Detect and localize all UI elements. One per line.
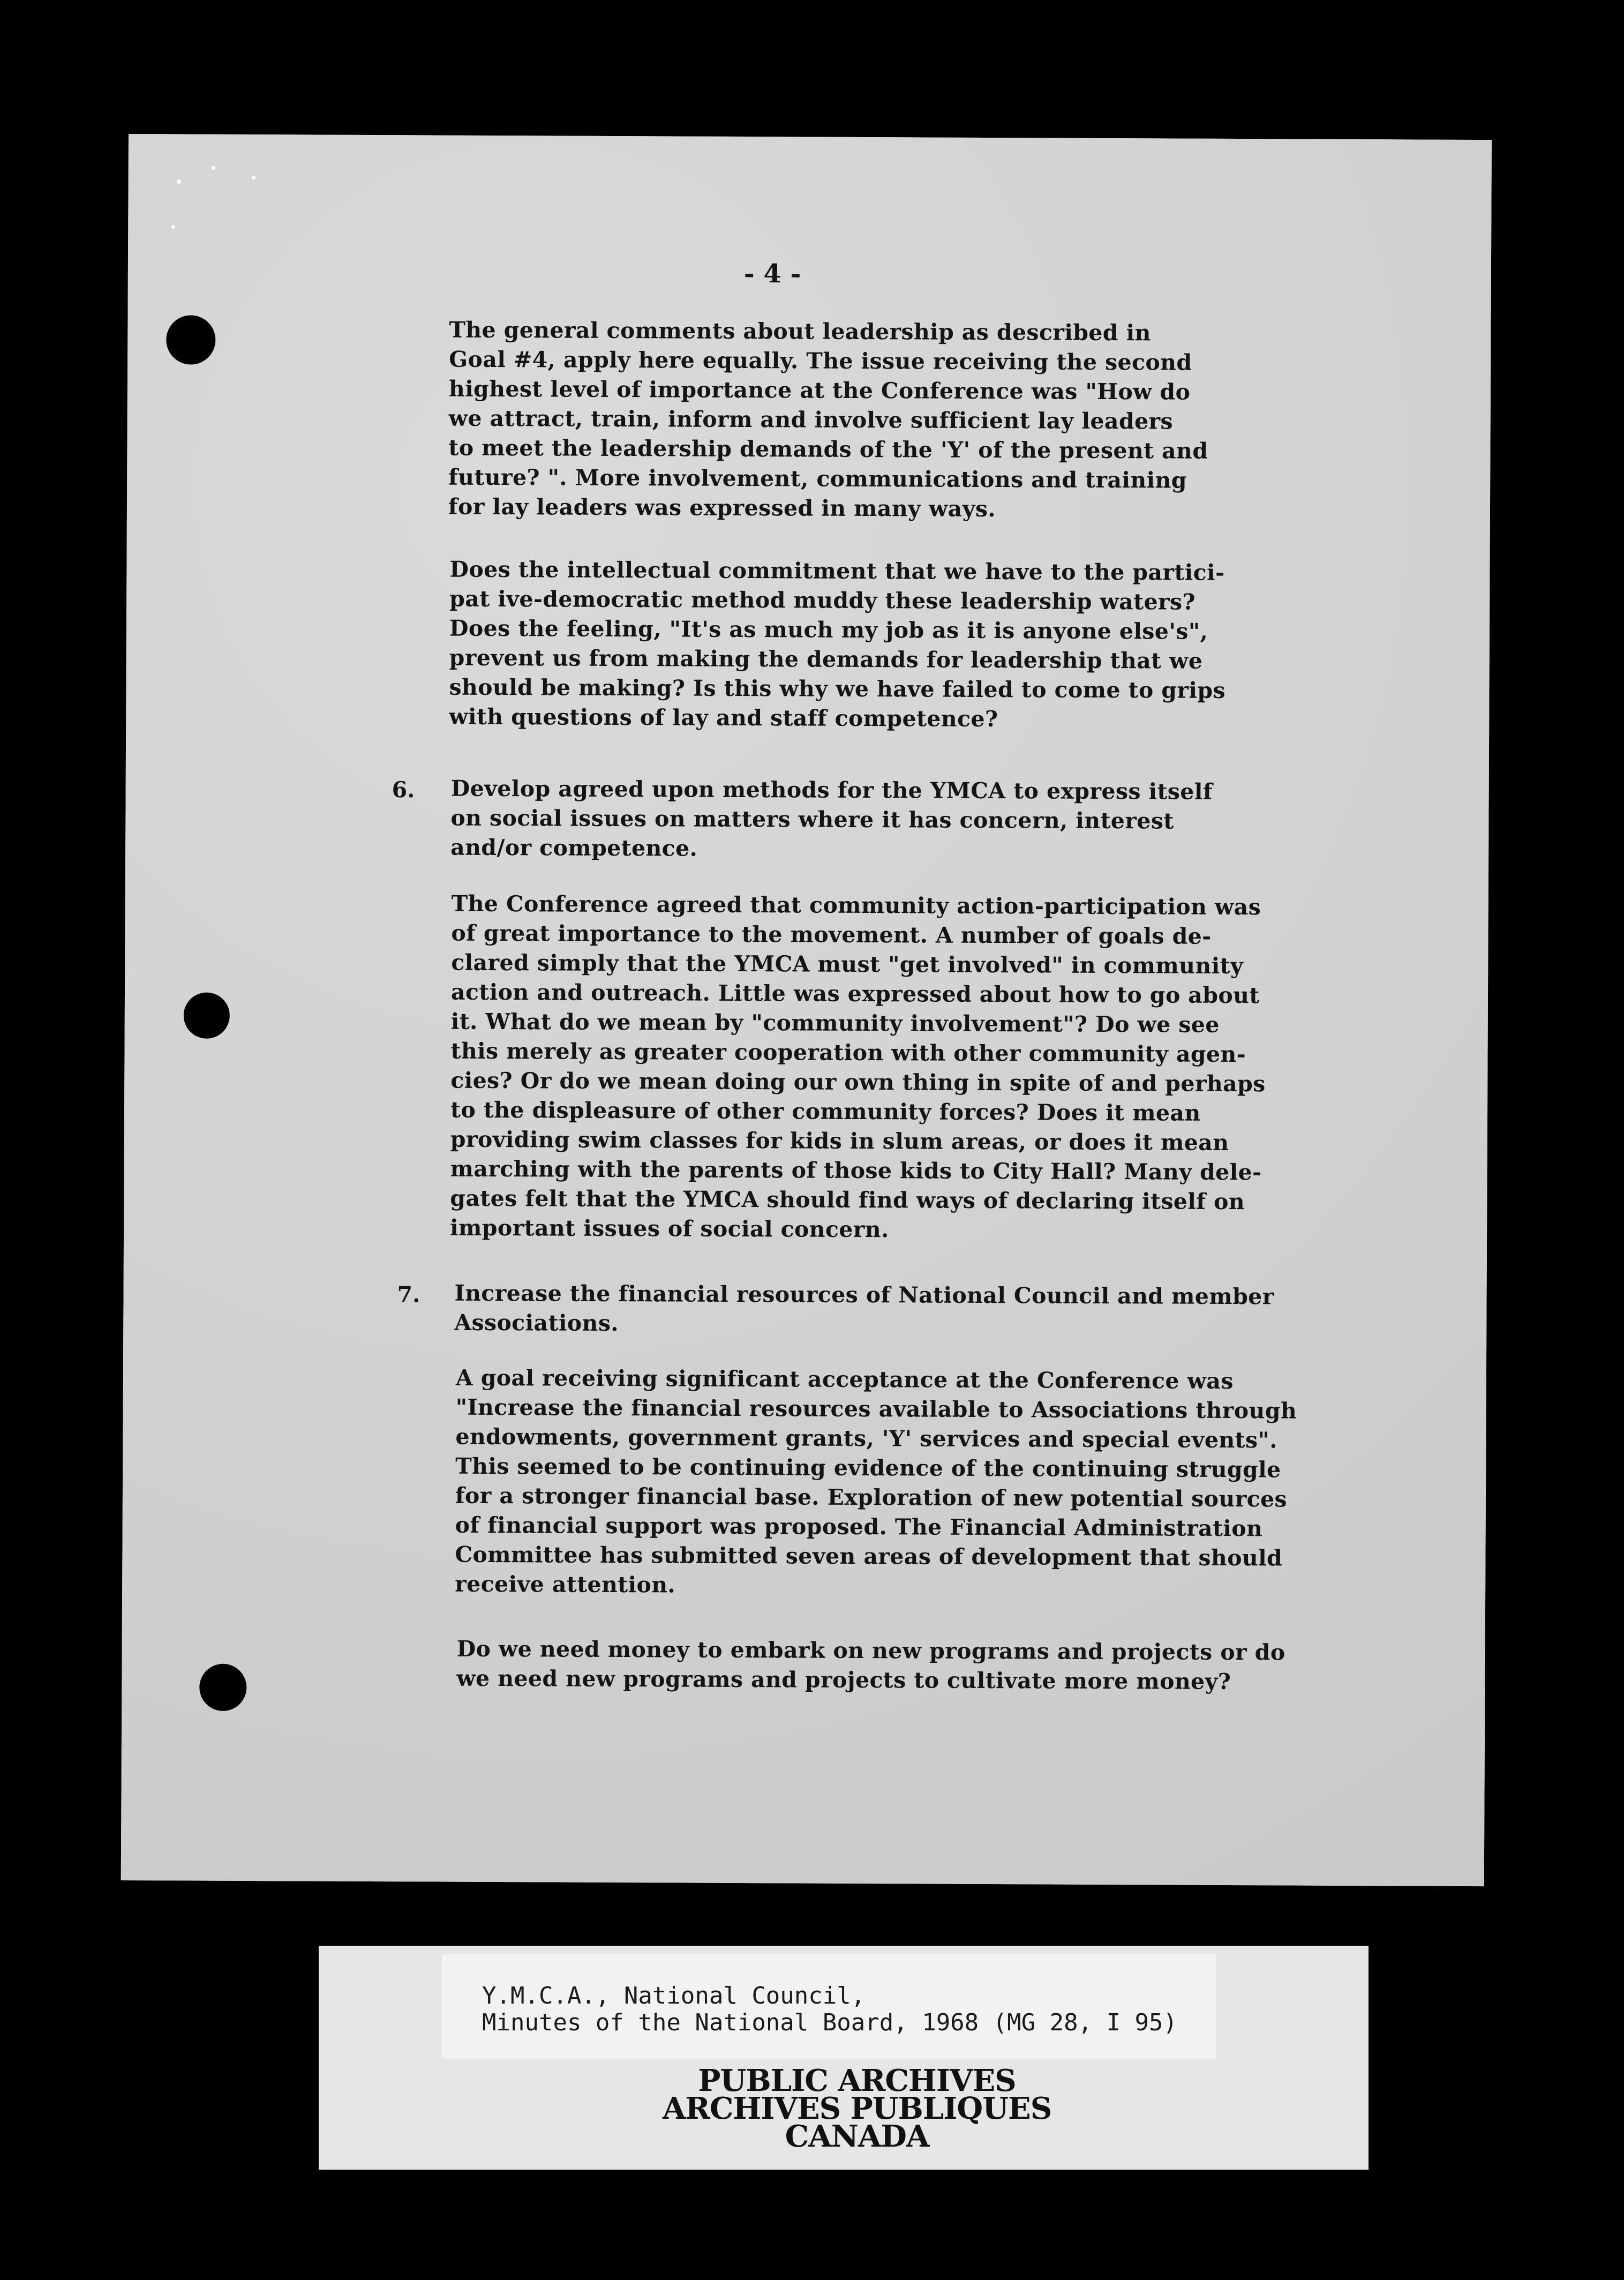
stamp-line: CANADA [785,2119,929,2154]
archive-reference-line-2: Minutes of the National Board, 1968 (MG 28, I 95) [482,2009,1178,2036]
text-line: highest level of importance at the Conference was "How do [448,376,1191,405]
text-line: Develop agreed upon methods for the YMCA to express itself [450,775,1213,805]
text-line: it. What do we mean by "community involvement"? Do we see [450,1008,1220,1038]
text-line: receive attention. [455,1571,676,1598]
text-line: of financial support was proposed. The Financial Administration [455,1512,1263,1542]
text-line: and/or competence. [450,834,698,861]
text-line: important issues of social concern. [449,1214,889,1243]
item-6-body [450,889,1266,1247]
item-number-7: 7. [397,1281,420,1308]
text-line: future? ". More involvement, communications and training [448,464,1187,493]
text-line: marching with the parents of those kids to City Hall? Many dele- [450,1156,1262,1186]
punch-hole [184,992,230,1038]
archive-stamp [589,2063,1125,2154]
text-line: providing swim classes for kids in slum areas, or does it mean [450,1126,1229,1156]
text-line: Increase the financial resources of National Council and member [454,1280,1274,1310]
text-line: with questions of lay and staff competence? [449,703,998,732]
text-line: to the displeasure of other community forces? Does it mean [450,1097,1201,1126]
film-speck [252,176,255,179]
text-line: we need new programs and projects to cultivate more money? [456,1665,1231,1695]
text-line: of great importance to the movement. A number of goals de- [451,920,1212,949]
item-7-closing-question [456,1634,1285,1697]
stamp-line: ARCHIVES PUBLIQUES [662,2091,1052,2126]
text-line: The Conference agreed that community action-participation was [451,890,1261,920]
punch-hole [199,1664,246,1711]
text-line: to meet the leadership demands of the 'Y' of the present and [448,434,1208,464]
film-speck [171,225,175,229]
text-line: Do we need money to embark on new programs and projects or do [456,1636,1285,1666]
text-line: should be making? Is this why we have failed to come to grips [449,674,1226,703]
page-number: - 4 - [743,259,801,289]
archive-reference-line-1: Y.M.C.A., National Council, [482,1982,866,2009]
text-line: Goal #4, apply here equally. The issue receiving the second [449,346,1192,376]
text-line: This seemed to be continuing evidence of the continuing struggle [455,1453,1281,1483]
text-line: endowments, government grants, 'Y' services and special events". [455,1423,1277,1453]
text-line: prevent us from making the demands for leadership that we [449,644,1203,674]
text-line: this merely as greater cooperation with other community agen- [450,1038,1246,1068]
text-line: clared simply that the YMCA must "get involved" in community [451,949,1244,979]
text-line: on social issues on matters where it has concern, interest [450,805,1174,834]
text-line: Associations. [454,1309,619,1337]
stamp-line: PUBLIC ARCHIVES [698,2063,1016,2098]
item-7-body [455,1363,1297,1603]
text-line: pat ive-democratic method muddy these leadership waters? [449,586,1196,615]
text-line: gates felt that the YMCA should find ways of declaring itself on [450,1185,1245,1215]
item-7-heading [454,1279,1274,1341]
paragraph-intellectual-commitment [449,555,1226,735]
text-line: Does the feeling, "It's as much my job as it is anyone else's", [449,615,1208,644]
text-line: The general comments about leadership as described in [449,317,1151,346]
text-line: for a stronger financial base. Exploration of new potential sources [455,1482,1288,1512]
text-line: A goal receiving significant acceptance at the Conference was [455,1364,1234,1394]
text-line: for lay leaders was expressed in many ways. [448,493,996,522]
film-speck [212,166,215,170]
film-speck [177,179,181,184]
text-line: action and outreach. Little was expressed about how to go about [450,979,1260,1009]
text-line: Does the intellectual commitment that we have to the partici- [449,556,1225,586]
document-page [121,134,1492,1886]
paragraph-leadership-comments [448,316,1209,525]
text-line: cies? Or do we mean doing our own thing in spite of and perhaps [450,1067,1266,1097]
punch-hole [166,315,215,364]
text-line: we attract, train, inform and involve sufficient lay leaders [448,405,1174,434]
text-line: "Increase the financial resources available to Associations through [455,1394,1297,1424]
item-6-heading [450,774,1213,866]
text-line: Committee has submitted seven areas of development that should [455,1541,1283,1571]
item-number-6: 6. [392,777,415,803]
